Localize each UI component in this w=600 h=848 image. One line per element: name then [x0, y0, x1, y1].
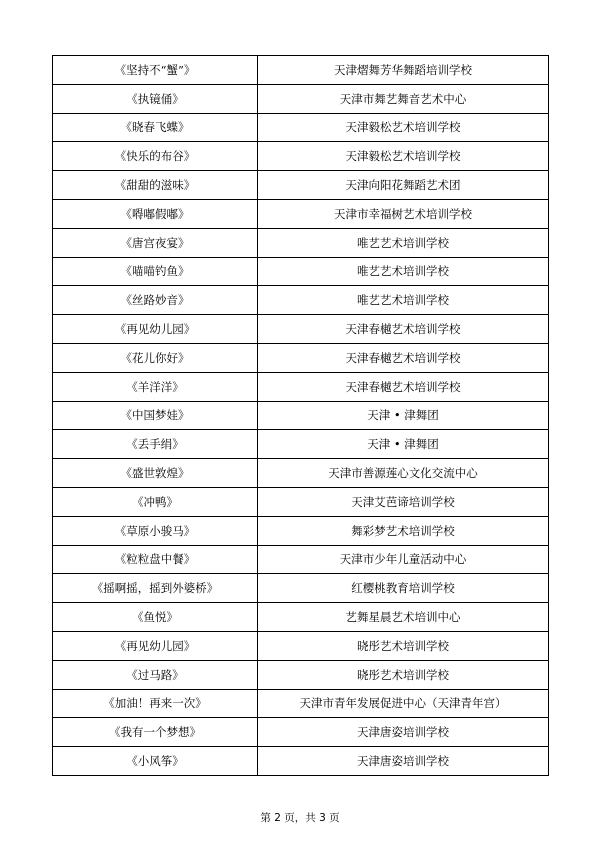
table-row [53, 430, 549, 459]
institution-cell: 舞彩梦艺术培训学校 [258, 516, 549, 545]
institution-cell: 唯艺艺术培训学校 [258, 228, 549, 257]
institution-cell: 天津市少年儿童活动中心 [258, 545, 549, 574]
program-name-cell: 《粒粒盘中餐》 [53, 545, 258, 574]
program-name-cell: 《喵喵钓鱼》 [53, 257, 258, 286]
table-row [53, 113, 549, 142]
program-name-cell: 《丢手绢》 [53, 430, 258, 459]
institution-cell: 红樱桃教育培训学校 [258, 574, 549, 603]
institution-cell: 天津春樾艺术培训学校 [258, 315, 549, 344]
institution-cell: 天津 • 津舞团 [258, 401, 549, 430]
table-row [53, 315, 549, 344]
program-name-cell: 《执镜俑》 [53, 84, 258, 113]
program-name-cell: 《嘚嘟假嘟》 [53, 199, 258, 228]
table-row [53, 372, 549, 401]
table-row [53, 199, 549, 228]
table-row [53, 603, 549, 632]
program-name-cell: 《加油！再来一次》 [53, 689, 258, 718]
table-row [53, 171, 549, 200]
institution-cell: 晓彤艺术培训学校 [258, 660, 549, 689]
program-name-cell: 《我有一个梦想》 [53, 718, 258, 747]
table-row [53, 487, 549, 516]
institution-cell: 唯艺艺术培训学校 [258, 257, 549, 286]
program-name-cell: 《再见幼儿园》 [53, 315, 258, 344]
institution-cell: 天津 • 津舞团 [258, 430, 549, 459]
institution-cell: 天津毅松艺术培训学校 [258, 113, 549, 142]
institution-cell: 艺舞星晨艺术培训中心 [258, 603, 549, 632]
table-row [53, 689, 549, 718]
program-name-cell: 《花儿你好》 [53, 343, 258, 372]
program-table [52, 55, 549, 776]
table-row [53, 545, 549, 574]
institution-cell: 天津市青年发展促进中心（天津青年宫） [258, 689, 549, 718]
institution-cell: 天津毅松艺术培训学校 [258, 142, 549, 171]
table-row [53, 401, 549, 430]
table-row [53, 56, 549, 85]
institution-cell: 唯艺艺术培训学校 [258, 286, 549, 315]
program-name-cell: 《丝路妙音》 [53, 286, 258, 315]
institution-cell: 天津春樾艺术培训学校 [258, 372, 549, 401]
institution-cell: 天津唐姿培训学校 [258, 747, 549, 776]
table-row [53, 459, 549, 488]
table-row [53, 747, 549, 776]
program-name-cell: 《小风筝》 [53, 747, 258, 776]
program-name-cell: 《晓春飞蝶》 [53, 113, 258, 142]
table-row [53, 660, 549, 689]
institution-cell: 天津市幸福树艺术培训学校 [258, 199, 549, 228]
program-name-cell: 《盛世敦煌》 [53, 459, 258, 488]
program-name-cell: 《摇啊摇，摇到外婆桥》 [53, 574, 258, 603]
table-row [53, 228, 549, 257]
table-body [53, 56, 549, 776]
program-name-cell: 《再见幼儿园》 [53, 631, 258, 660]
table-row [53, 343, 549, 372]
table-row [53, 142, 549, 171]
institution-cell: 天津市善源莲心文化交流中心 [258, 459, 549, 488]
institution-cell: 天津熠舞芳华舞蹈培训学校 [258, 56, 549, 85]
table-row [53, 516, 549, 545]
table-row [53, 286, 549, 315]
program-name-cell: 《甜甜的滋味》 [53, 171, 258, 200]
institution-cell: 天津艾芭谛培训学校 [258, 487, 549, 516]
page-footer: 第 2 页，共 3 页 [260, 812, 340, 824]
program-name-cell: 《中国梦娃》 [53, 401, 258, 430]
institution-cell: 天津市舞艺舞音艺术中心 [258, 84, 549, 113]
program-name-cell: 《唐宫夜宴》 [53, 228, 258, 257]
program-name-cell: 《快乐的布谷》 [53, 142, 258, 171]
institution-cell: 天津向阳花舞蹈艺术团 [258, 171, 549, 200]
program-name-cell: 《草原小骏马》 [53, 516, 258, 545]
program-name-cell: 《鱼悦》 [53, 603, 258, 632]
table-row [53, 631, 549, 660]
institution-cell: 天津春樾艺术培训学校 [258, 343, 549, 372]
table-row [53, 718, 549, 747]
table-row [53, 257, 549, 286]
program-name-cell: 《冲鸭》 [53, 487, 258, 516]
institution-cell: 天津唐姿培训学校 [258, 718, 549, 747]
program-name-cell: 《坚持不“蟹”》 [53, 56, 258, 85]
program-name-cell: 《羊洋洋》 [53, 372, 258, 401]
table-row [53, 84, 549, 113]
table-row [53, 574, 549, 603]
program-name-cell: 《过马路》 [53, 660, 258, 689]
institution-cell: 晓彤艺术培训学校 [258, 631, 549, 660]
